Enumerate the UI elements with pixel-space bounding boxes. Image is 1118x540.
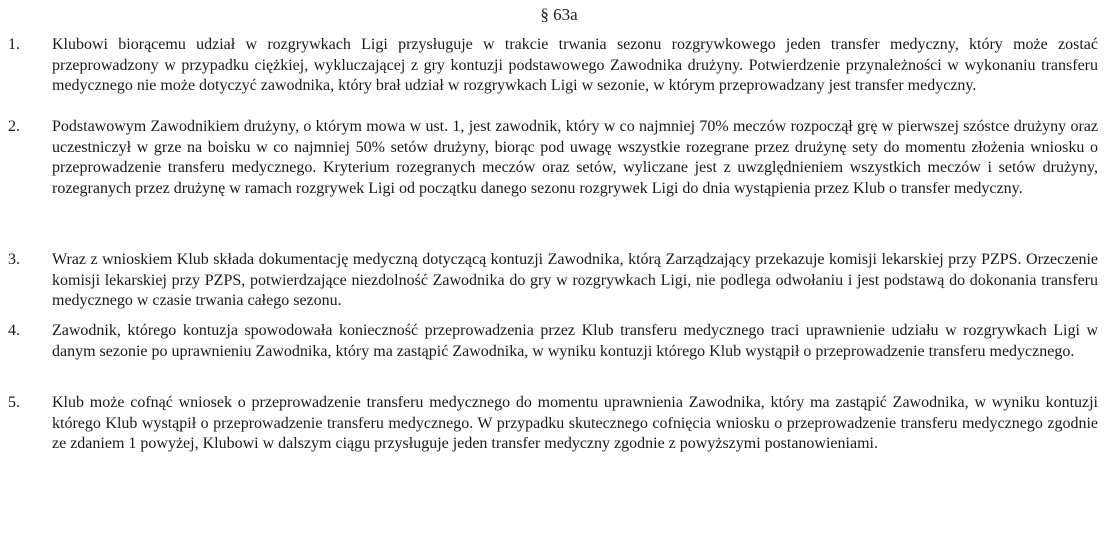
- paragraph-text: Klubowi biorącemu udział w rozgrywkach Ligi przysługuje w trakcie trwania sezonu rozgrywkowego jeden transfer medyczny, który może zostać przeprowadzony w przypadku ciężkiej, wykluczającej z gry kontuzji podstawowego Zawodnika drużyny. Potwierdzenie przynależności w wykonaniu transferu medycznego nie może dotyczyć zawodnika, który brał udział w rozgrywkach Ligi w sezonie, w którym przeprowadzany jest transfer medyczny.: [52, 36, 1098, 94]
- paragraph-text: Klub może cofnąć wniosek o przeprowadzenie transferu medycznego do momentu uprawnienia Zawodnika, który ma zastąpić Zawodnika, w wyniku kontuzji którego Klub wystąpił o przeprowadzenie transferu medycznego. W przypadku skutecznego cofnięcia wniosku o przeprowadzenie transferu medycznego zgodnie ze zdaniem 1 powyżej, Klubowi w dalszym ciągu przysługuje jeden transfer medyczny zgodnie z powyższymi postanowieniami.: [52, 394, 1098, 452]
- paragraph-number: 3.: [8, 251, 20, 268]
- paragraph-number: 4.: [8, 322, 20, 339]
- paragraph-text: Podstawowym Zawodnikiem drużyny, o którym mowa w ust. 1, jest zawodnik, który w co najmniej 70% meczów rozpoczął grę w pierwszej szóstce drużyny oraz uczestniczył w grze na boisku w co najmniej 50% setów drużyny, biorąc pod uwagę wszystkie rozegrane przez drużynę sety do momentu złożenia wniosku o przeprowadzenie transferu medycznego. Kryterium rozegranych meczów oraz setów, wyliczane jest z uwzględnieniem wszystkich meczów i setów drużyny, rozegranych przez drużynę w ramach rozgrywek Ligi od początku danego sezonu rozgrywek Ligi do dnia wystąpienia przez Klub o transfer medyczny.: [52, 118, 1098, 197]
- paragraph-text: Zawodnik, którego kontuzja spowodowała konieczność przeprowadzenia przez Klub transferu medycznego traci uprawnienie udziału w rozgrywkach Ligi w danym sezonie po uprawnieniu Zawodnika, który ma zastąpić Zawodnika, w wyniku kontuzji którego Klub wystąpił o przeprowadzenie transferu medycznego.: [52, 322, 1098, 360]
- paragraph-number: 1.: [8, 36, 20, 53]
- paragraph-text: Wraz z wnioskiem Klub składa dokumentację medyczną dotyczącą kontuzji Zawodnika, którą Zarządzający przekazuje komisji lekarskiej przy PZPS. Orzeczenie komisji lekarskiej przy PZPS, potwierdzające niezdolność Zawodnika do gry w rozgrywkach Ligi, nie podlega odwołaniu i jest podstawą do dokonania transferu medycznego w czasie trwania całego sezonu.: [52, 251, 1098, 309]
- section-title: § 63a: [540, 5, 578, 24]
- paragraph-number: 5.: [8, 394, 20, 411]
- paragraph-number: 2.: [8, 118, 20, 135]
